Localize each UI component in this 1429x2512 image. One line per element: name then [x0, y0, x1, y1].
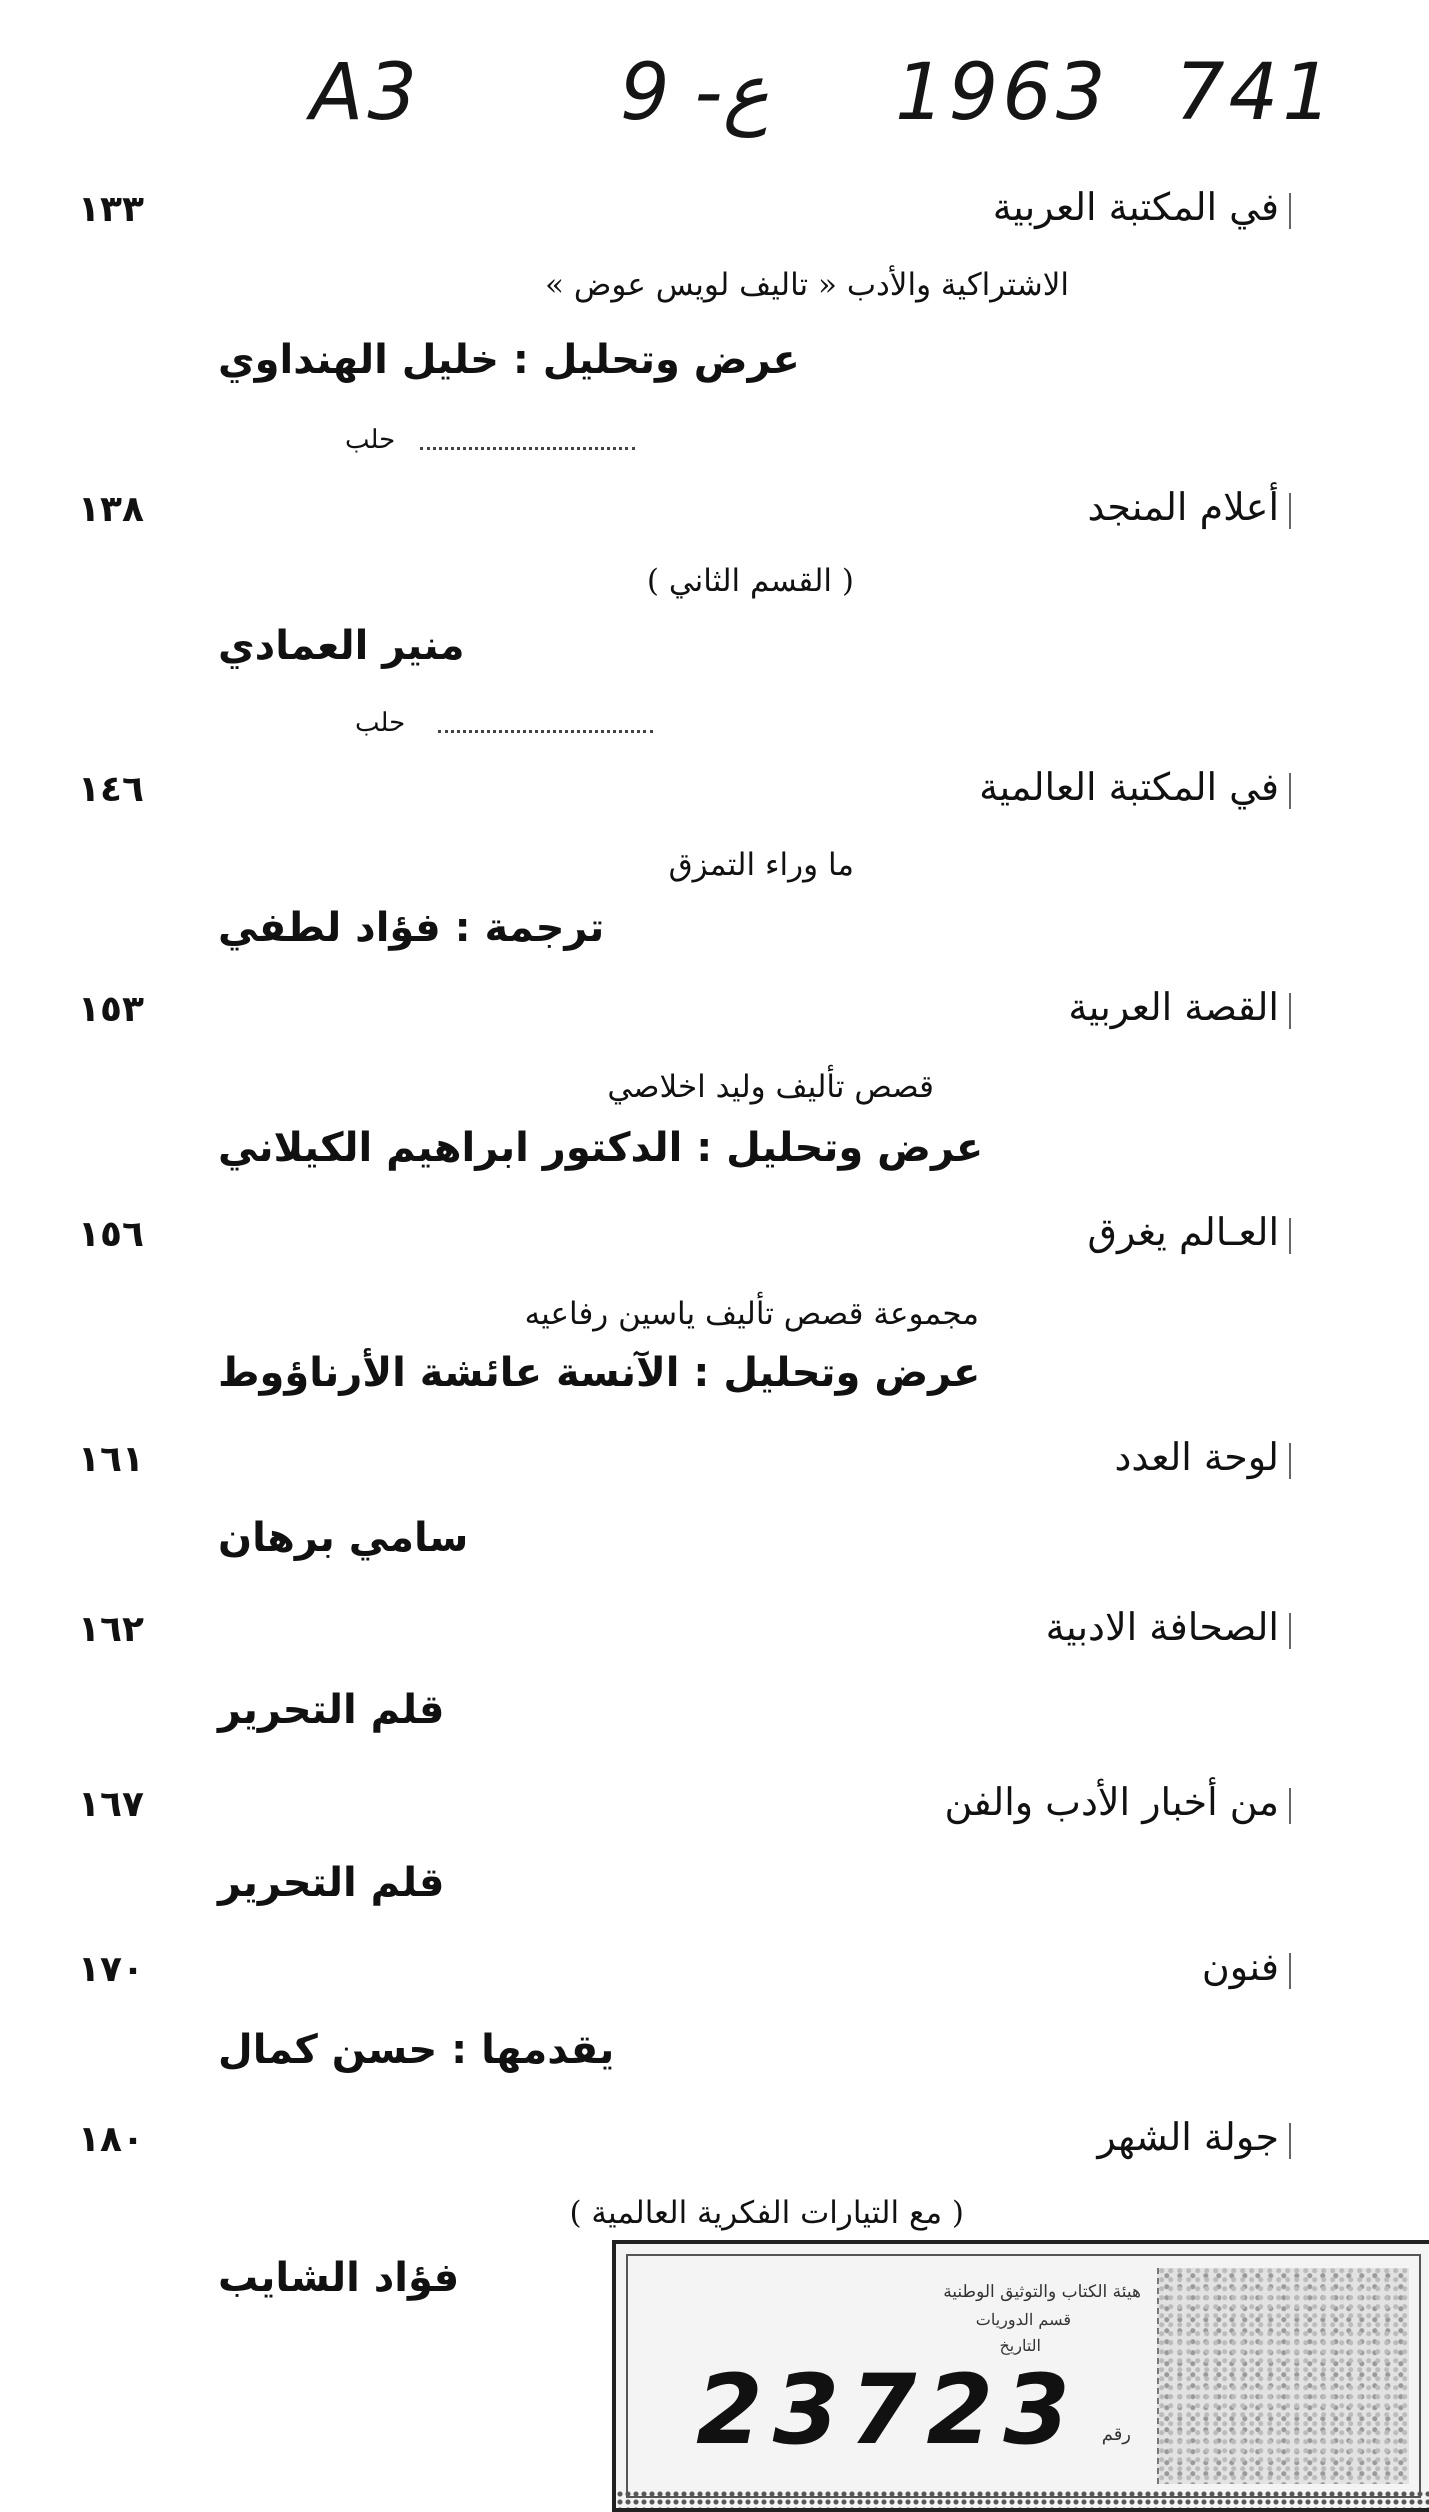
- stamp-institution: هيئة الكتاب والتوثيق الوطنية: [943, 2282, 1141, 2302]
- entry-page-number: ١٥٣: [78, 989, 144, 1030]
- stamp-date-label: التاريخ: [999, 2336, 1041, 2355]
- stamp-seal-icon: [1157, 2268, 1409, 2484]
- entry-subtitle: مجموعة قصص تأليف ياسين رفاعيه: [524, 1296, 979, 1332]
- handwritten-reference: [290, 48, 1350, 158]
- entry-title: جولة الشهر: [1097, 2115, 1279, 2159]
- entry-page-number: ١٦١: [78, 1439, 144, 1480]
- library-stamp: [612, 2240, 1429, 2512]
- entry-subtitle: الاشتراكية والأدب « تاليف لويس عوض »: [545, 267, 1069, 303]
- entry-subtitle: ( مع التيارات الفكرية العالمية ): [569, 2195, 964, 2231]
- dotted-leader: [420, 447, 635, 450]
- handwritten-number: 741: [1175, 48, 1336, 138]
- entry-place: حلب: [355, 708, 406, 738]
- entry-page-number: ١٨٠: [78, 2119, 144, 2160]
- entry-page-number: ١٣٨: [78, 489, 144, 530]
- entry-byline: فؤاد الشايب: [218, 2255, 460, 2301]
- entry-byline: عرض وتحليل : الآنسة عائشة الأرناؤوط: [218, 1350, 981, 1396]
- entry-page-number: ١٣٣: [78, 189, 144, 230]
- entry-byline: قلم التحرير: [218, 1687, 445, 1733]
- entry-title: القصة العربية: [1068, 985, 1279, 1029]
- entry-title: العـالم يغرق: [1087, 1210, 1279, 1254]
- entry-title: من أخبار الأدب والفن: [944, 1780, 1279, 1824]
- entry-page-number: ١٥٦: [78, 1214, 144, 1255]
- entry-page-number: ١٧٠: [78, 1949, 144, 1990]
- stamp-accession-number: 23723: [696, 2354, 1080, 2466]
- entry-title: في المكتبة العالمية: [979, 765, 1279, 809]
- entry-subtitle: ما وراء التمزق: [668, 847, 854, 883]
- entry-subtitle: قصص تأليف وليد اخلاصي: [607, 1069, 934, 1105]
- entry-page-number: ١٦٢: [78, 1609, 144, 1650]
- handwritten-year: 1963: [895, 48, 1110, 138]
- stamp-department: قسم الدوريات: [975, 2310, 1071, 2329]
- entry-title: لوحة العدد: [1114, 1435, 1279, 1479]
- entry-place: حلب: [345, 425, 396, 455]
- entry-title: في المكتبة العربية: [992, 185, 1279, 229]
- entry-byline: سامي برهان: [218, 1515, 469, 1561]
- entry-title: الصحافة الادبية: [1045, 1605, 1279, 1649]
- handwritten-code: A3: [310, 48, 421, 138]
- stamp-number-label: رقم: [1101, 2424, 1131, 2445]
- handwritten-issue: 9 -ع: [620, 48, 770, 138]
- dotted-leader: [438, 730, 653, 733]
- entry-byline: عرض وتحليل : الدكتور ابراهيم الكيلاني: [218, 1125, 984, 1171]
- entry-byline: قلم التحرير: [218, 1860, 445, 1906]
- entry-subtitle: ( القسم الثاني ): [646, 563, 854, 599]
- entry-byline: منير العمادي: [218, 623, 465, 669]
- entry-title: فنون: [1201, 1945, 1279, 1989]
- entry-byline: يقدمها : حسن كمال: [218, 2027, 615, 2073]
- stamp-dotted-edge: [616, 2490, 1429, 2508]
- entry-title: أعلام المنجد: [1087, 485, 1279, 529]
- entry-byline: عرض وتحليل : خليل الهنداوي: [218, 337, 800, 383]
- entry-page-number: ١٦٧: [78, 1784, 144, 1825]
- entry-byline: ترجمة : فؤاد لطفي: [218, 905, 605, 951]
- entry-page-number: ١٤٦: [78, 769, 144, 810]
